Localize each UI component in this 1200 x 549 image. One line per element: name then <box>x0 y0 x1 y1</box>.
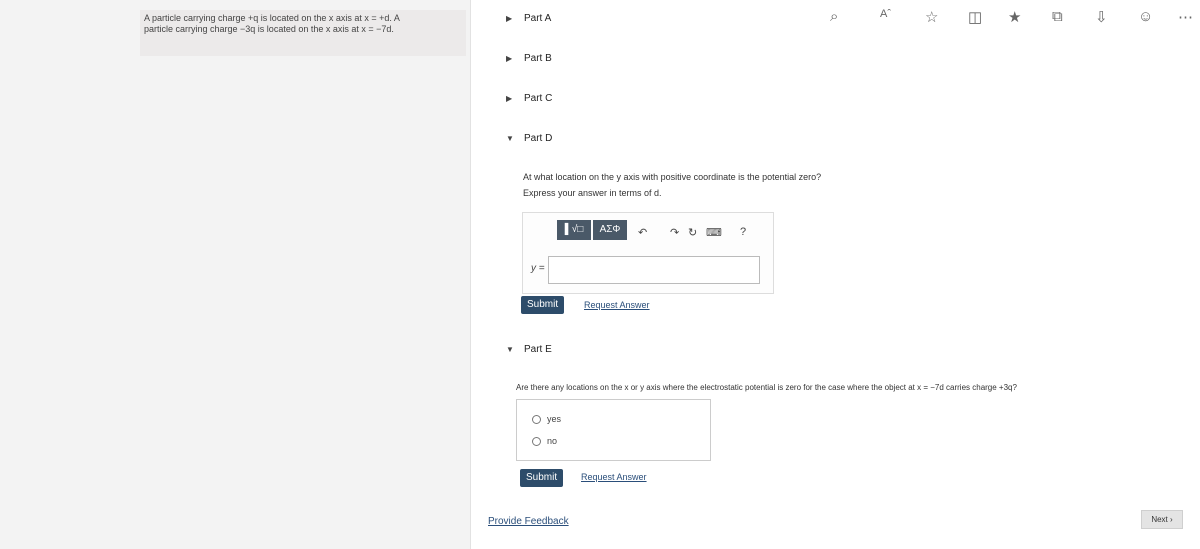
part-a-header[interactable] <box>506 13 551 29</box>
provide-feedback-link[interactable]: Provide Feedback <box>488 516 569 527</box>
split-screen-icon[interactable]: ◫ <box>968 9 983 26</box>
help-icon[interactable]: ? <box>740 226 747 238</box>
collapse-arrow-icon: ▼ <box>506 345 514 354</box>
collapse-arrow-icon: ▼ <box>506 134 514 143</box>
more-icon[interactable]: ⋯ <box>1178 9 1193 26</box>
feedback-icon[interactable]: ☺ <box>1138 8 1154 25</box>
option-label: yes <box>547 414 562 424</box>
expand-arrow-icon: ▶ <box>506 14 513 23</box>
answer-input-label: y = <box>531 263 545 274</box>
text-size-icon[interactable]: Aˆ <box>880 8 891 20</box>
radio-icon[interactable] <box>532 437 541 446</box>
undo-icon[interactable]: ↶ <box>638 227 648 239</box>
part-e-label: Part E <box>524 344 552 355</box>
part-d-instruction: Express your answer in terms of d. <box>523 188 662 198</box>
part-d-question: At what location on the y axis with positive coordinate is the potential zero? <box>523 172 822 182</box>
problem-line-1: A particle carrying charge +q is located on the x axis at x = +d. A <box>144 13 400 23</box>
part-c-header[interactable] <box>506 93 552 109</box>
collections-icon[interactable]: ⧉ <box>1052 8 1063 25</box>
greek-symbols-button[interactable]: ΑΣΦ <box>593 220 627 240</box>
option-label: no <box>547 436 558 446</box>
search-icon[interactable]: ⌕ <box>830 8 839 25</box>
part-e-submit-button[interactable]: Submit <box>520 469 563 487</box>
favorite-icon[interactable]: ☆ <box>925 9 939 26</box>
part-d-submit-button[interactable]: Submit <box>521 296 564 314</box>
part-c-label: Part C <box>524 93 553 104</box>
part-b-label: Part B <box>524 53 552 64</box>
part-e-request-answer-link[interactable]: Request Answer <box>581 472 647 482</box>
part-d-header[interactable] <box>506 133 552 149</box>
part-b-header[interactable] <box>506 53 552 69</box>
templates-button[interactable]: ▌√□ <box>557 220 591 240</box>
redo-icon[interactable]: ↷ <box>670 227 680 239</box>
problem-panel <box>0 0 471 549</box>
keyboard-icon[interactable]: ⌨ <box>706 227 722 239</box>
problem-statement <box>140 10 466 56</box>
part-e-question: Are there any locations on the x or y axis where the electrostatic potential is zero for the case where the object at x = −7d carries charge +3q? <box>516 383 1017 392</box>
option-no[interactable] <box>532 436 557 446</box>
choice-box <box>516 399 711 461</box>
part-e-header[interactable] <box>506 344 552 360</box>
part-d-request-answer-link[interactable]: Request Answer <box>584 300 650 310</box>
browser-toolbar <box>800 8 1200 30</box>
part-d-label: Part D <box>524 133 553 144</box>
expand-arrow-icon: ▶ <box>506 94 513 103</box>
reset-icon[interactable]: ↻ <box>688 227 698 239</box>
radio-icon[interactable] <box>532 415 541 424</box>
part-a-label: Part A <box>524 13 552 24</box>
option-yes[interactable] <box>532 414 561 424</box>
problem-line-2: particle carrying charge −3q is located on the x axis at x = −7d. <box>144 24 394 34</box>
extensions-icon[interactable]: ⇩ <box>1095 9 1108 26</box>
answer-input[interactable] <box>548 256 760 284</box>
next-button[interactable]: Next › <box>1141 510 1183 529</box>
expand-arrow-icon: ▶ <box>506 54 513 63</box>
favorites-list-icon[interactable]: ★ <box>1008 9 1022 26</box>
